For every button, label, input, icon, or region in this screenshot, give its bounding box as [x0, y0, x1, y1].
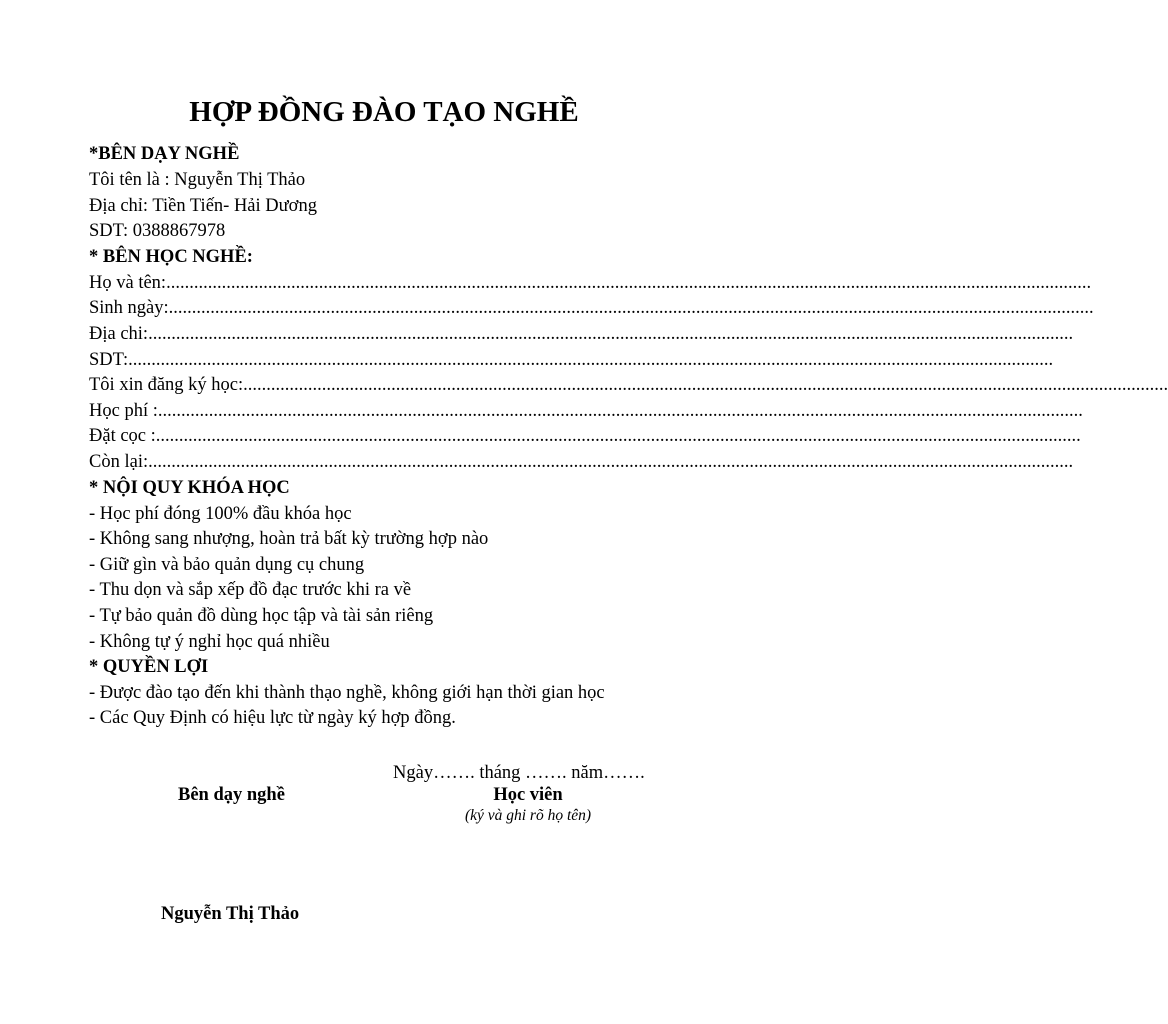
student-address-field[interactable] — [89, 322, 1074, 346]
field-label: Địa chi: — [89, 324, 149, 344]
fill-in-dots: ........................................................................................................................................................................................................ — [148, 324, 1074, 344]
benefit-item: - Được đào tạo đến khi thành thạo nghề, không giới hạn thời gian học — [89, 683, 605, 703]
student-phone-field[interactable] — [89, 348, 1054, 372]
teacher-signed-name: Nguyễn Thị Thảo — [161, 904, 300, 924]
field-label: Họ và tên: — [89, 273, 167, 293]
student-signature-note: (ký và ghi rõ họ tên) — [464, 807, 592, 824]
teacher-name-line: Tôi tên là : Nguyễn Thị Thảo — [89, 170, 306, 190]
fill-in-dots: ........................................................................................................................................................................................................ — [243, 375, 1168, 395]
student-name-field[interactable] — [89, 271, 1092, 295]
rules-section-heading: * NỘI QUY KHÓA HỌC — [89, 478, 290, 498]
deposit-field[interactable] — [89, 424, 1081, 448]
remaining-balance-field[interactable] — [89, 450, 1074, 474]
field-label: Tôi xin đăng ký học: — [89, 375, 244, 395]
document-title: HỢP ĐỒNG ĐÀO TẠO NGHỀ — [189, 96, 579, 128]
benefit-item: - Các Quy Định có hiệu lực từ ngày ký hợp đồng. — [89, 708, 456, 728]
teacher-signature-label: Bên dạy nghề — [178, 785, 285, 805]
fill-in-dots: ........................................................................................................................................................................................................ — [148, 452, 1074, 472]
tuition-fee-field[interactable] — [89, 399, 1083, 423]
fill-in-dots: ........................................................................................................................................................................................................ — [168, 298, 1094, 318]
field-label: Sinh ngày: — [89, 298, 169, 318]
teacher-section-heading: *BÊN DẠY NGHỀ — [89, 144, 240, 164]
teacher-phone-line: SDT: 0388867978 — [89, 221, 226, 241]
rule-item: - Thu dọn và sắp xếp đồ đạc trước khi ra về — [89, 580, 412, 600]
field-label: SDT: — [89, 350, 129, 370]
field-label: Đặt cọc : — [89, 426, 156, 446]
fill-in-dots: ........................................................................................................................................................................................................ — [128, 350, 1054, 370]
fill-in-dots: ........................................................................................................................................................................................................ — [166, 273, 1092, 293]
rule-item: - Tự bảo quản đồ dùng học tập và tài sản riêng — [89, 606, 434, 626]
signing-date-line[interactable]: Ngày……. tháng ……. năm……. — [393, 763, 645, 783]
rule-item: - Giữ gìn và bảo quản dụng cụ chung — [89, 555, 365, 575]
field-label: Còn lại: — [89, 452, 149, 472]
teacher-address-line: Địa chỉ: Tiền Tiến- Hải Dương — [89, 196, 317, 216]
course-registration-field[interactable] — [89, 373, 1168, 397]
rule-item: - Không tự ý nghỉ học quá nhiều — [89, 632, 330, 652]
fill-in-dots: ........................................................................................................................................................................................................ — [157, 401, 1083, 421]
student-birthdate-field[interactable] — [89, 296, 1094, 320]
rule-item: - Không sang nhượng, hoàn trả bất kỳ trường hợp nào — [89, 529, 489, 549]
fill-in-dots: ........................................................................................................................................................................................................ — [155, 426, 1081, 446]
rule-item: - Học phí đóng 100% đầu khóa học — [89, 504, 352, 524]
benefits-section-heading: * QUYỀN LỢI — [89, 657, 209, 677]
student-section-heading: * BÊN HỌC NGHỀ: — [89, 247, 253, 267]
student-signature-label: Học viên — [493, 785, 563, 805]
field-label: Học phí : — [89, 401, 158, 421]
